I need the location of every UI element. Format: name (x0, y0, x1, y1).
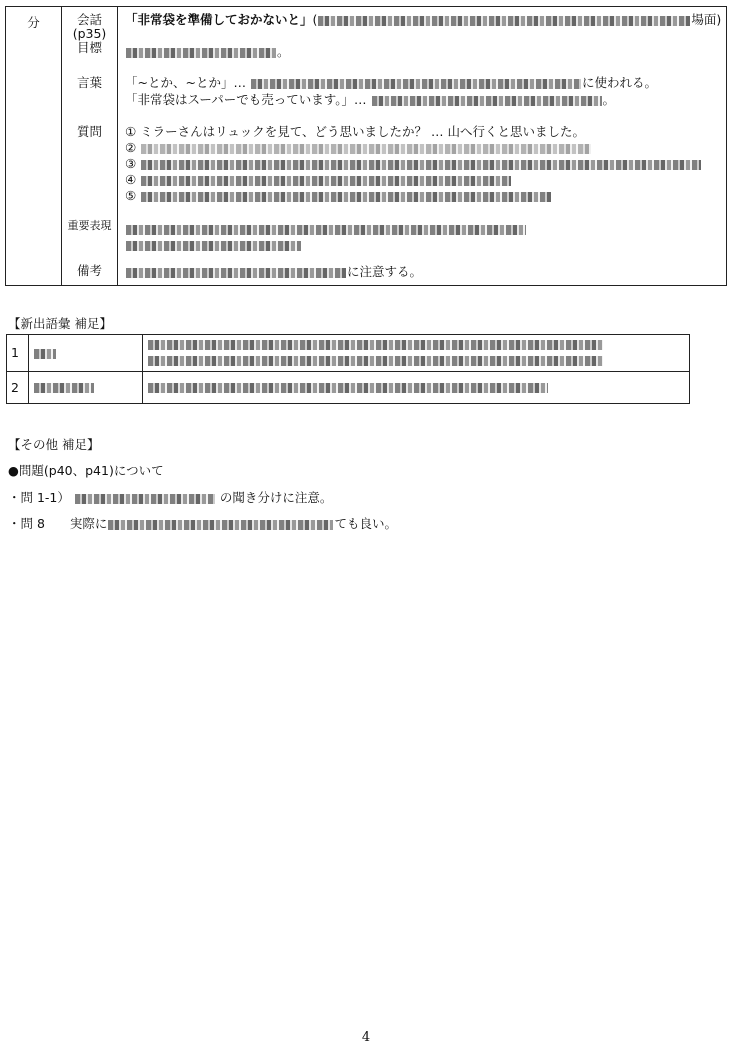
redacted-text (34, 383, 94, 393)
question-4-number: ④ (125, 172, 137, 187)
redacted-text (126, 225, 526, 235)
kaiwa-title: 「非常袋を準備しておかないと」 (125, 12, 313, 27)
biko-label: 備考 (76, 263, 102, 278)
redacted-text (141, 192, 551, 202)
redacted-text (148, 383, 548, 393)
kaiwa-label: 会話 (76, 12, 102, 27)
mokuhyo-tail: 。 (277, 44, 290, 59)
redacted-text (108, 520, 333, 530)
redacted-text (318, 16, 690, 26)
redacted-text (126, 268, 346, 278)
label-column (62, 7, 118, 286)
kaiwa-tail: 場面) (691, 12, 722, 27)
vocab-number: 2 (7, 371, 29, 403)
lesson-table (5, 6, 727, 286)
item1-end: の聞き分けに注意。 (219, 490, 333, 505)
question-3-number: ③ (125, 156, 137, 171)
vocab-word (29, 371, 143, 403)
question-1: ① ミラーさんはリュックを見て、どう思いましたか？ … 山へ行くと思いました。 (125, 124, 586, 139)
juyo-label: 重要表現 (67, 219, 112, 232)
biko-line (125, 264, 422, 280)
question-5 (125, 188, 552, 204)
item2-start: ・問 8 実際に (8, 516, 108, 531)
other-item-2 (8, 514, 397, 532)
redacted-text (34, 349, 56, 359)
kaiwa-page: (p35) (72, 26, 107, 41)
vocab-table (6, 334, 690, 404)
kotoba-line2-start: 「非常袋はスーパーでも売っています。」… (125, 92, 367, 107)
redacted-text (75, 494, 215, 504)
minutes-column (6, 7, 62, 286)
vocab-number: 1 (7, 335, 29, 372)
juyo-line-1 (125, 221, 527, 237)
question-4 (125, 172, 512, 188)
kotoba-label: 言葉 (76, 75, 102, 90)
redacted-text (148, 340, 603, 350)
mokuhyo-line (125, 44, 290, 60)
item1-start: ・問 1-1） (8, 490, 70, 505)
mondai-line: ●問題(p40、p41)について (8, 463, 164, 478)
other-item-1 (8, 488, 332, 506)
vocab-explanation (143, 371, 690, 403)
juyo-line-2 (125, 237, 302, 253)
question-2-number: ② (125, 140, 137, 155)
other-heading: 【その他 補足】 (8, 437, 100, 452)
item2-end: ても良い。 (334, 516, 397, 531)
redacted-text (148, 356, 603, 366)
shitsumon-label: 質問 (76, 124, 102, 139)
redacted-text (126, 48, 276, 58)
kotoba-line1-start: 「~とか、~とか」… (125, 75, 246, 90)
redacted-text (372, 96, 602, 106)
redacted-text (141, 144, 591, 154)
content-column (118, 7, 727, 286)
vocab-row (7, 371, 690, 403)
redacted-text (141, 176, 511, 186)
minutes-header: 分 (27, 15, 40, 30)
mokuhyo-label: 目標 (76, 40, 102, 55)
kotoba-line1-end: に使われる。 (581, 75, 657, 90)
question-3 (125, 156, 702, 172)
kaiwa-open: ( (312, 12, 318, 27)
page-number: 4 (361, 1030, 371, 1045)
lesson-plan-table (5, 6, 727, 286)
question-2 (125, 140, 592, 156)
vocab-heading: 【新出語彙 補足】 (8, 316, 112, 331)
kotoba-line-2 (125, 92, 615, 108)
redacted-text (251, 79, 581, 89)
question-5-number: ⑤ (125, 188, 137, 203)
kotoba-line2-end: 。 (602, 92, 616, 107)
vocab-explanation (143, 335, 690, 372)
vocab-word (29, 335, 143, 372)
kotoba-line-1 (125, 75, 657, 91)
vocab-row (7, 335, 690, 372)
redacted-text (141, 160, 701, 170)
kaiwa-line (125, 12, 721, 28)
biko-tail: に注意する。 (347, 264, 423, 279)
redacted-text (126, 241, 301, 251)
